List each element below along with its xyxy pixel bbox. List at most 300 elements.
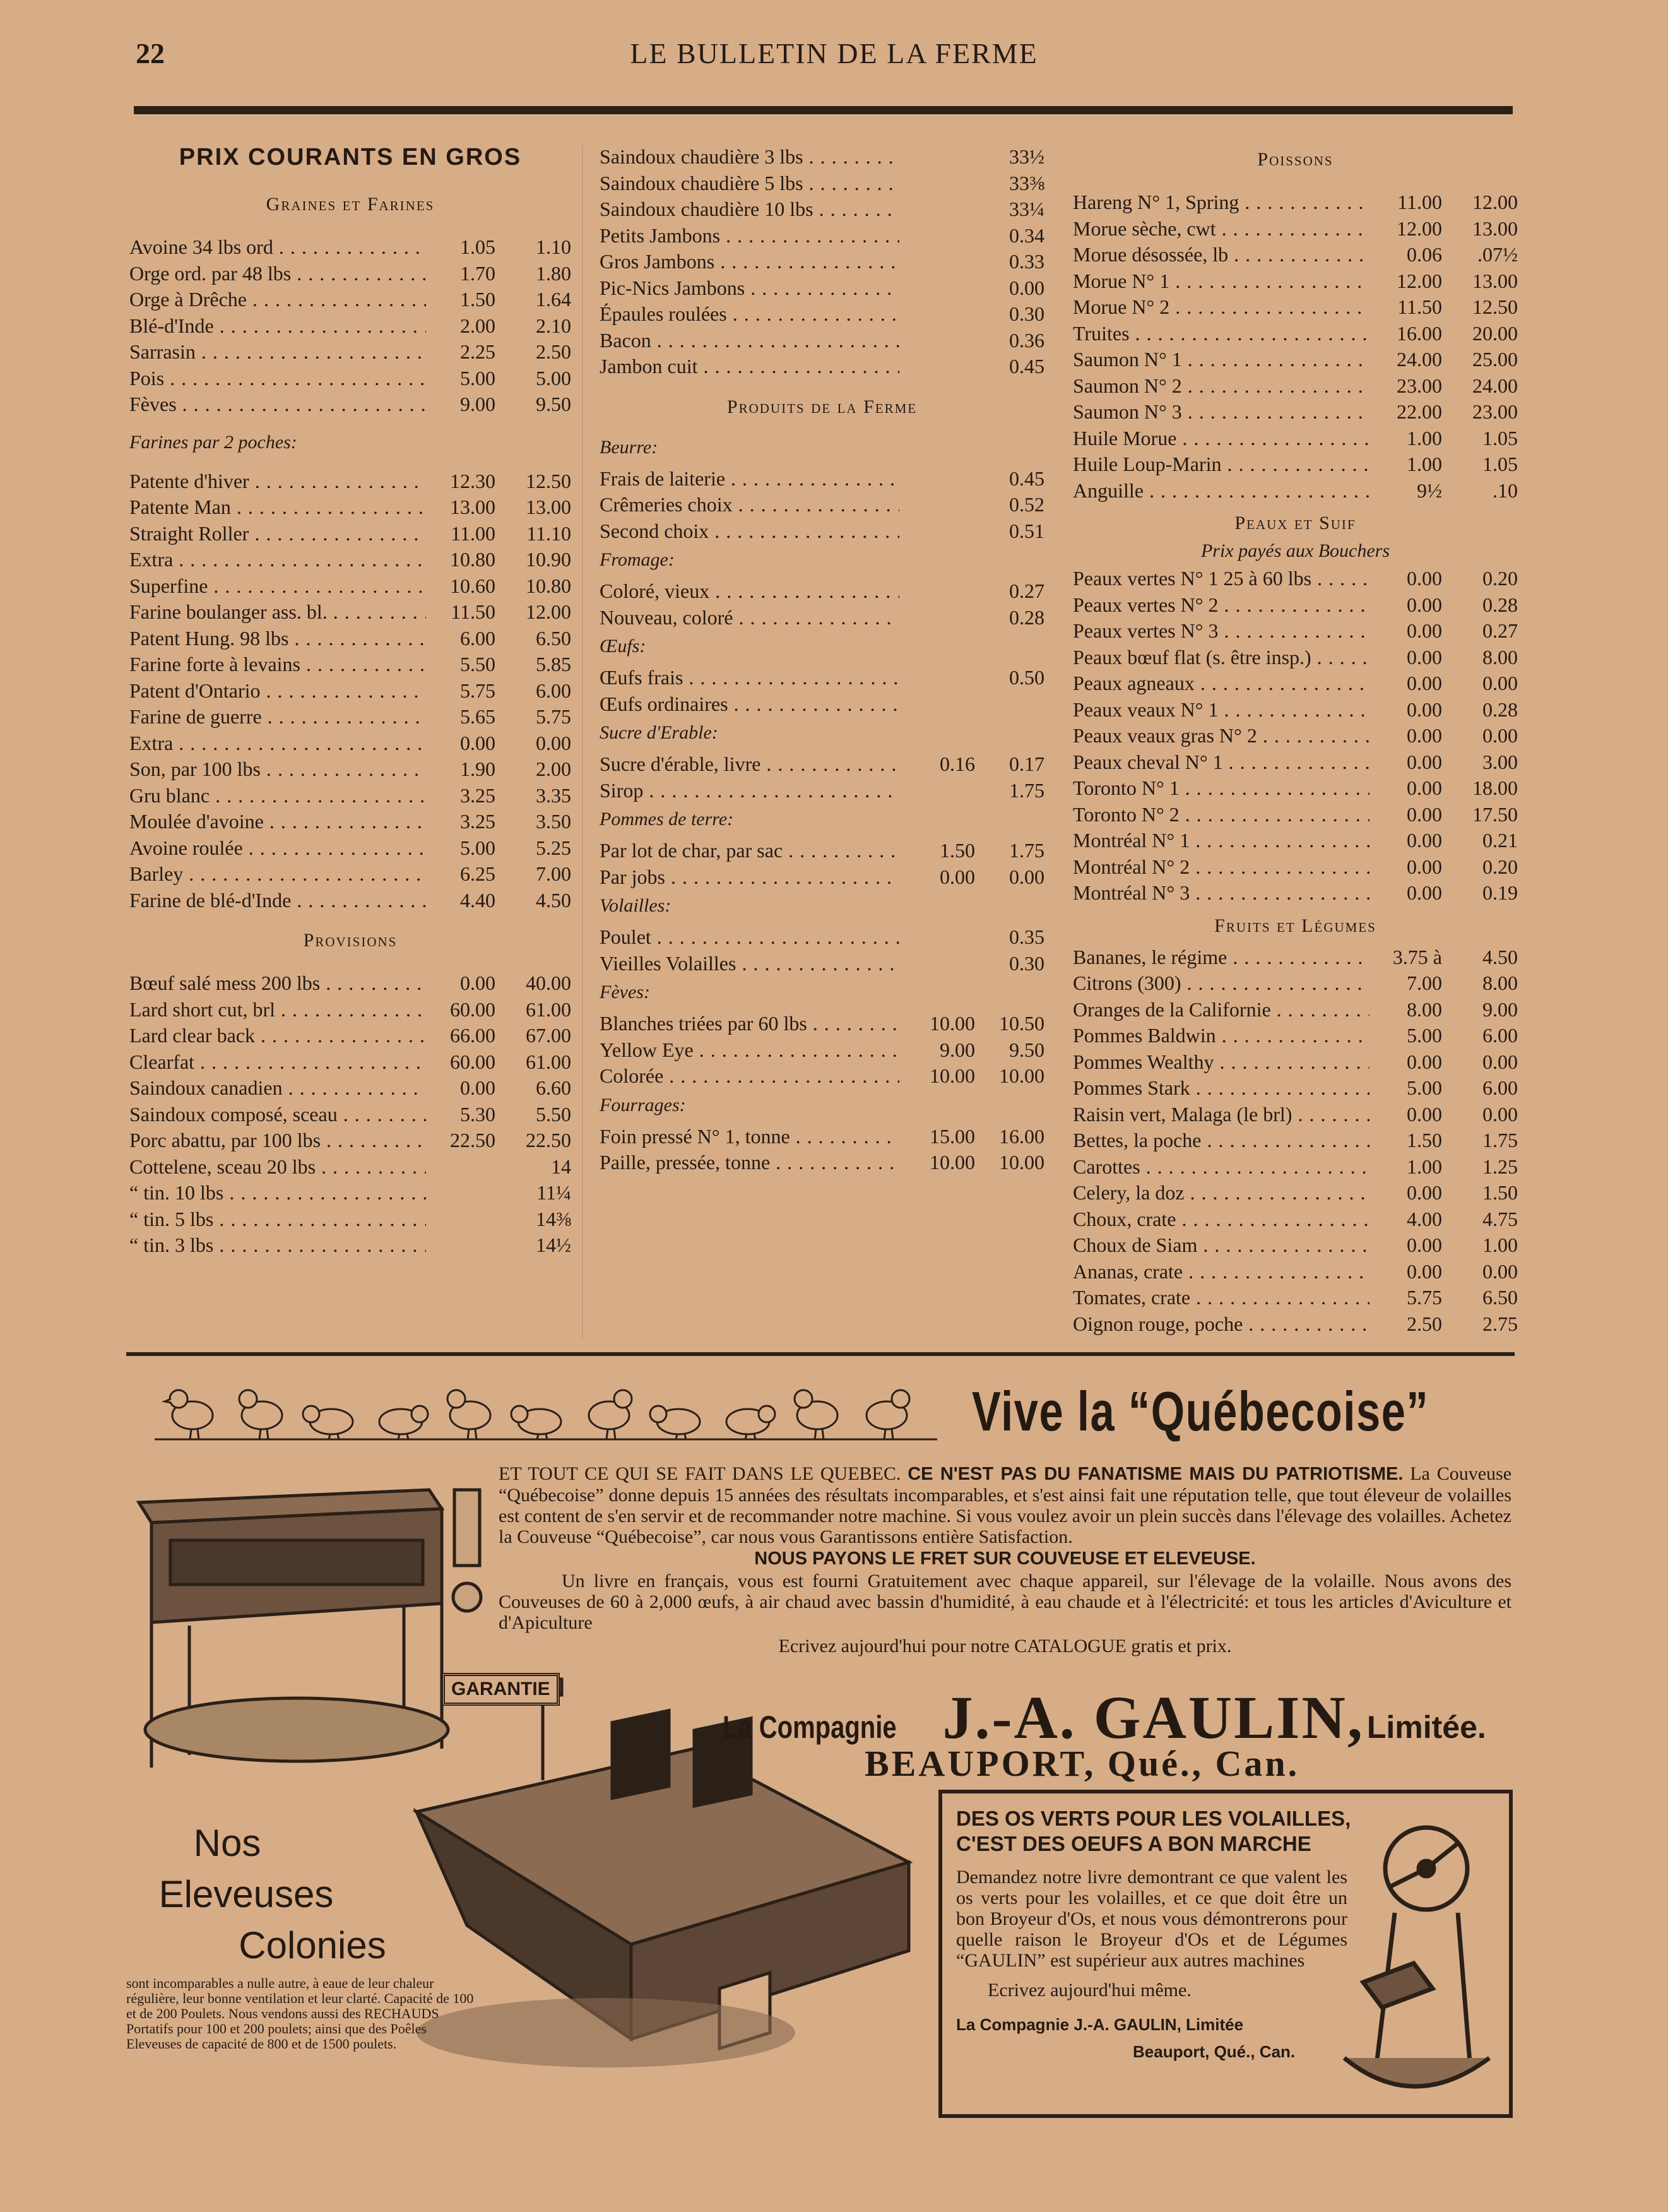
price-low: 2.00: [460, 314, 495, 337]
price-list-provisions: [129, 970, 571, 1259]
price-high: 10.90: [526, 548, 571, 571]
price-row: [129, 756, 571, 783]
price-label: Montréal N° 2 . . .: [1073, 854, 1369, 881]
price-high: 10.80: [526, 574, 571, 597]
price-high: 14: [551, 1155, 571, 1178]
price-high: 12.50: [526, 469, 571, 492]
price-label: Avoine 34 lbs ord . . .: [129, 234, 426, 261]
price-label: Bananes, le régime . . .: [1073, 944, 1369, 971]
price-row: [1073, 697, 1518, 723]
price-high: 61.00: [526, 997, 571, 1021]
price-label: Pommes Stark . . .: [1073, 1075, 1369, 1102]
price-low: 0.16: [940, 752, 975, 775]
price-label: Sarrasin . . .: [129, 339, 426, 366]
group-rows: [600, 924, 1044, 977]
price-high: 0.17: [1009, 752, 1044, 775]
price-low: 2.25: [460, 340, 495, 363]
price-high: 0.00: [536, 731, 571, 754]
price-label: “ tin. 10 lbs . . .: [129, 1180, 426, 1206]
price-high: 0.28: [1009, 605, 1044, 629]
chicks-illustration: [155, 1376, 937, 1446]
price-label: Farine de guerre . . .: [129, 704, 426, 730]
price-row: [1073, 997, 1518, 1023]
price-row: [600, 223, 1044, 249]
price-label: Farine de blé-d'Inde . . .: [129, 888, 426, 914]
price-high: 0.00: [1482, 1050, 1518, 1073]
price-low: [899, 223, 975, 249]
price-row: [129, 339, 571, 366]
price-low: 10.00: [930, 1151, 975, 1174]
price-low: 0.00: [1407, 1102, 1442, 1126]
price-row: [1073, 425, 1518, 452]
price-label: Saindoux chaudière 3 lbs . . .: [600, 144, 899, 170]
price-label: Jambon cuit . . .: [600, 354, 899, 380]
price-list-saindoux: [600, 144, 1044, 380]
price-row: [129, 1127, 571, 1154]
price-row: [1073, 1049, 1518, 1076]
ad-copy: [499, 1463, 1511, 1656]
price-row: [129, 678, 571, 705]
subheading-bouchers: Prix payés aux Bouchers: [1200, 540, 1390, 561]
price-label: Saumon N° 2 . . .: [1073, 373, 1369, 400]
price-row: [129, 1206, 571, 1233]
price-high: 0.51: [1009, 519, 1044, 542]
price-low: [899, 170, 975, 197]
price-low: 1.50: [940, 839, 975, 862]
price-low: [899, 492, 975, 518]
price-low: [899, 249, 975, 275]
price-high: 4.75: [1482, 1207, 1518, 1230]
price-low: 5.00: [460, 366, 495, 389]
price-row: [129, 1023, 571, 1049]
price-label: Carottes . . .: [1073, 1154, 1369, 1180]
price-high: 0.35: [1009, 925, 1044, 948]
price-row: [600, 249, 1044, 275]
price-low: [426, 1180, 495, 1206]
price-label: Patente d'hiver . . .: [129, 468, 426, 495]
price-high: 12.50: [1472, 295, 1518, 318]
price-high: 3.35: [536, 783, 571, 807]
price-high: 5.00: [536, 366, 571, 389]
price-row: [1073, 1285, 1518, 1311]
group-heading: Beurre:: [600, 436, 658, 458]
price-high: 33⅜: [1009, 171, 1044, 194]
price-high: 0.28: [1482, 593, 1518, 616]
price-low: [899, 354, 975, 380]
price-high: 61.00: [526, 1050, 571, 1073]
price-low: 0.00: [1407, 619, 1442, 642]
price-row: [129, 1075, 571, 1102]
price-low: 23.00: [1397, 374, 1442, 397]
group-rows: [600, 1011, 1044, 1090]
price-label: Celery, la doz . . .: [1073, 1180, 1369, 1206]
price-low: 60.00: [450, 997, 495, 1021]
price-low: 13.00: [450, 496, 495, 518]
price-label: Barley . . .: [129, 861, 426, 888]
price-high: 1.25: [1482, 1155, 1518, 1178]
price-row: [1073, 592, 1518, 619]
price-high: 22.50: [526, 1129, 571, 1151]
price-low: 5.65: [460, 705, 495, 728]
price-high: 0.33: [1009, 250, 1044, 273]
price-row: [600, 301, 1044, 328]
price-row: [129, 261, 571, 287]
price-low: 3.25: [460, 810, 495, 833]
price-row: [129, 704, 571, 730]
price-low: 5.00: [1407, 1076, 1442, 1099]
price-low: 7.00: [1407, 972, 1442, 994]
price-high: 2.10: [536, 314, 571, 337]
company-suffix: Limitée.: [1366, 1710, 1486, 1745]
price-label: Poulet . . .: [600, 924, 899, 951]
price-label: Bacon . . .: [600, 328, 899, 354]
price-low: 10.80: [450, 548, 495, 571]
ad-lead: ET TOUT CE QUI SE FAIT DANS LE QUEBEC.: [499, 1463, 901, 1484]
price-row: [129, 599, 571, 626]
price-row: [600, 578, 1044, 605]
price-high: .10: [1493, 479, 1518, 502]
price-low: 0.00: [1407, 1181, 1442, 1204]
os-verts-body: Demandez notre livre demontrant ce que valent les os verts pour les volailles, et ce que doit être un bon Broyeur d'Os, et nous vous démontrerons pour quelle raison le Broyeur d'Os et de Légumes “GAULIN” est supérieur aux autres machines: [956, 1867, 1347, 1971]
price-row: [1073, 645, 1518, 671]
price-label: Fèves . . .: [129, 391, 426, 418]
ad-headline: Vive la “Québecoise”: [972, 1380, 1429, 1442]
price-row: [1073, 478, 1518, 504]
price-row: [129, 861, 571, 888]
price-high: 8.00: [1482, 645, 1518, 669]
price-low: 0.06: [1407, 243, 1442, 266]
price-low: 1.00: [1407, 1155, 1442, 1178]
price-low: 8.00: [1407, 997, 1442, 1021]
price-low: 5.75: [460, 679, 495, 702]
price-high: 1.05: [1482, 453, 1518, 475]
price-row: [1073, 1075, 1518, 1102]
price-low: 0.00: [1407, 802, 1442, 826]
price-label: Foin pressé N° 1, tonne . . .: [600, 1124, 899, 1150]
price-row: [1073, 944, 1518, 971]
header-rule: [134, 106, 1513, 114]
price-label: Peaux veaux N° 1 . . .: [1073, 697, 1369, 723]
price-row: [1073, 880, 1518, 907]
price-label: Son, par 100 lbs . . .: [129, 756, 426, 783]
price-high: 0.20: [1482, 567, 1518, 590]
price-label: Nouveau, coloré . . .: [600, 605, 899, 631]
price-row: [129, 547, 571, 573]
price-high: 3.50: [536, 810, 571, 833]
price-label: Toronto N° 1 . . .: [1073, 775, 1369, 802]
price-row: [1073, 1102, 1518, 1128]
price-label: Peaux vertes N° 1 25 à 60 lbs . . .: [1073, 566, 1369, 592]
price-high: 6.60: [536, 1076, 571, 1099]
price-row: [129, 234, 571, 261]
price-label: Yellow Eye . . .: [600, 1037, 899, 1064]
price-low: 1.70: [460, 261, 495, 285]
os-verts-ecrivez: Ecrivez aujourd'hui même.: [988, 1980, 1192, 2001]
price-row: [600, 864, 1044, 891]
company-prefix: La Compagnie: [723, 1710, 897, 1745]
price-row: [129, 1102, 571, 1128]
price-row: [1073, 970, 1518, 997]
price-label: Second choix . . .: [600, 518, 899, 545]
price-row: [1073, 1180, 1518, 1206]
price-label: Porc abattu, par 100 lbs . . .: [129, 1127, 426, 1154]
price-high: 4.50: [536, 888, 571, 912]
price-label: Paille, pressée, tonne . . .: [600, 1150, 899, 1176]
price-low: 0.00: [1407, 881, 1442, 904]
price-row: [1073, 451, 1518, 478]
price-row: [1073, 216, 1518, 242]
price-low: 0.00: [460, 731, 495, 754]
price-high: 5.25: [536, 836, 571, 859]
price-high: 12.00: [526, 600, 571, 623]
price-label: Gros Jambons . . .: [600, 249, 899, 275]
group-rows: [600, 466, 1044, 545]
page-number: 22: [136, 37, 165, 69]
price-high: 7.00: [536, 862, 571, 885]
price-label: Superfine . . .: [129, 573, 426, 600]
price-high: 1.00: [1482, 1234, 1518, 1256]
price-label: Pommes Baldwin . . .: [1073, 1023, 1369, 1049]
price-high: 10.00: [999, 1151, 1044, 1174]
price-high: 0.45: [1009, 355, 1044, 378]
journal-title: LE BULLETIN DE LA FERME: [630, 37, 1038, 69]
price-list-poissons: [1073, 189, 1518, 504]
price-low: 6.00: [460, 626, 495, 650]
price-high: 0.00: [1482, 1102, 1518, 1126]
ad-fret: NOUS PAYONS LE FRET SUR COUVEUSE ET ELEVEUSE.: [754, 1549, 1256, 1569]
price-label: Extra . . .: [129, 730, 426, 757]
company-name: J.-A. GAULIN,: [942, 1684, 1364, 1751]
price-high: 2.75: [1482, 1312, 1518, 1335]
price-label: Patent d'Ontario . . .: [129, 678, 426, 705]
price-high: 0.00: [1009, 276, 1044, 299]
price-high: 1.05: [1482, 426, 1518, 449]
price-low: 16.00: [1397, 321, 1442, 345]
price-row: [1073, 723, 1518, 749]
price-label: Pommes Wealthy . . .: [1073, 1049, 1369, 1076]
price-high: 13.00: [1472, 217, 1518, 240]
price-low: [899, 301, 975, 328]
prices-title: PRIX COURANTS EN GROS: [179, 144, 522, 170]
price-label: Extra . . .: [129, 547, 426, 573]
price-label: Peaux veaux gras N° 2 . . .: [1073, 723, 1369, 749]
price-low: [426, 1154, 495, 1180]
price-high: 0.00: [1009, 865, 1044, 888]
price-label: Citrons (300) . . .: [1073, 970, 1369, 997]
price-high: 67.00: [526, 1024, 571, 1047]
price-label: Toronto N° 2 . . .: [1073, 802, 1369, 828]
price-label: Tomates, crate . . .: [1073, 1285, 1369, 1311]
price-label: Raisin vert, Malaga (le brl) . . .: [1073, 1102, 1369, 1128]
price-low: 4.00: [1407, 1207, 1442, 1230]
price-label: Lard short cut, brl . . .: [129, 997, 426, 1023]
price-row: [129, 573, 571, 600]
price-high: 0.00: [1482, 724, 1518, 747]
price-label: Vieilles Volailles . . .: [600, 951, 899, 977]
price-low: 12.30: [450, 469, 495, 492]
price-row: [600, 1124, 1044, 1150]
group-rows: [600, 838, 1044, 890]
price-low: 24.00: [1397, 348, 1442, 371]
price-row: [600, 1011, 1044, 1037]
section-heading-farines: Farines par 2 poches:: [129, 431, 297, 453]
price-high: 14½: [536, 1234, 571, 1256]
price-high: 6.50: [536, 626, 571, 650]
price-label: Blanches triées par 60 lbs . . .: [600, 1011, 899, 1037]
ad-paragraph-1: La Couveuse “Québecoise” donne depuis 15 années des résultats incomparables, et s'est ainsi fait une réputation telle, que tout éleveur de volailles est content de s'en servir et de recommander notre machine. Si vous voulez avoir un plein succès dans l'élevage des volailles. Achetez la Couveuse “Québecoise”, car nous vous Garantissons entière Satisfaction.: [499, 1463, 1512, 1547]
price-low: 0.00: [940, 865, 975, 888]
price-high: 1.75: [1009, 839, 1044, 862]
price-label: Orge à Drêche . . .: [129, 287, 426, 313]
group-rows: [600, 751, 1044, 804]
price-low: 11.50: [1397, 295, 1442, 318]
price-low: [899, 951, 975, 977]
price-label: Crêmeries choix . . .: [600, 492, 899, 518]
price-low: [899, 665, 975, 691]
price-row: [600, 778, 1044, 804]
company-address: BEAUPORT, Qué., Can.: [865, 1743, 1300, 1784]
price-low: [899, 605, 975, 631]
price-label: Cottelene, sceau 20 lbs . . .: [129, 1154, 426, 1180]
price-label: Frais de laiterie . . .: [600, 466, 899, 492]
price-row: [1073, 1311, 1518, 1338]
price-label: Patente Man . . .: [129, 494, 426, 521]
section-heading-peaux: Peaux et Suif: [1234, 513, 1356, 533]
price-row: [600, 518, 1044, 545]
price-label: Par lot de char, par sac . . .: [600, 838, 899, 864]
price-high: 0.21: [1482, 829, 1518, 852]
price-row: [1073, 321, 1518, 347]
price-list-peaux: [1073, 566, 1518, 907]
price-label: Hareng N° 1, Spring . . .: [1073, 189, 1369, 216]
price-row: [129, 1180, 571, 1206]
price-label: Saindoux chaudière 10 lbs . . .: [600, 196, 899, 223]
price-row: [1073, 618, 1518, 645]
price-low: 11.50: [451, 600, 495, 623]
price-low: [899, 778, 975, 804]
price-label: Lard clear back . . .: [129, 1023, 426, 1049]
os-verts-company: La Compagnie J.-A. GAULIN, Limitée: [956, 2015, 1244, 2034]
price-low: 1.00: [1407, 426, 1442, 449]
price-row: [129, 730, 571, 757]
price-high: 1.50: [1482, 1181, 1518, 1204]
price-row: [129, 809, 571, 835]
price-low: [899, 275, 975, 302]
price-row: [129, 366, 571, 392]
price-high: 14⅜: [536, 1207, 571, 1230]
price-row: [600, 951, 1044, 977]
price-row: [1073, 1206, 1518, 1233]
price-high: 11¼: [536, 1181, 571, 1204]
price-low: 4.40: [460, 888, 495, 912]
price-low: 5.50: [460, 653, 495, 675]
group-rows: [600, 578, 1044, 631]
price-high: 10.50: [999, 1012, 1044, 1035]
price-high: 10.00: [999, 1064, 1044, 1087]
price-high: 1.80: [536, 261, 571, 285]
price-label: Peaux agneaux . . .: [1073, 670, 1369, 697]
price-low: 3.25: [460, 783, 495, 807]
price-row: [1073, 854, 1518, 881]
price-label: Sirop . . .: [600, 778, 899, 804]
price-groups-produits: [600, 437, 1044, 1176]
price-high: 5.50: [536, 1102, 571, 1126]
price-low: 0.00: [1407, 567, 1442, 590]
price-high: 5.85: [536, 653, 571, 675]
price-row: [1073, 1259, 1518, 1285]
price-low: 0.00: [1407, 776, 1442, 799]
price-label: Peaux cheval N° 1 . . .: [1073, 749, 1369, 776]
price-label: Orge ord. par 48 lbs . . .: [129, 261, 426, 287]
price-row: [129, 521, 571, 547]
price-high: 1.75: [1482, 1129, 1518, 1151]
price-label: Œufs frais . . .: [600, 665, 899, 691]
price-row: [600, 1150, 1044, 1176]
price-low: 0.00: [1407, 593, 1442, 616]
price-row: [1073, 802, 1518, 828]
price-high: 0.00: [1482, 1259, 1518, 1283]
eleveuses-word-colonies: Colonies: [239, 1924, 386, 1966]
section-heading-poissons: Poissons: [1257, 149, 1334, 170]
price-label: Oignon rouge, poche . . .: [1073, 1311, 1369, 1338]
price-label: Choux, crate . . .: [1073, 1206, 1369, 1233]
price-high: 1.75: [1009, 778, 1044, 802]
section-heading-graines: Graines et Farines: [266, 194, 435, 215]
price-high: 9.00: [1482, 997, 1518, 1021]
price-label: Saindoux composé, sceau . . .: [129, 1102, 426, 1128]
price-low: 0.00: [1407, 698, 1442, 721]
price-label: Farine forte à levains . . .: [129, 651, 426, 678]
price-row: [1073, 347, 1518, 373]
price-low: 12.00: [1397, 217, 1442, 240]
price-label: Oranges de la Californie . . .: [1073, 997, 1369, 1023]
price-row: [600, 354, 1044, 380]
column-divider: [582, 145, 583, 1338]
price-low: 6.25: [460, 862, 495, 885]
price-label: Saindoux canadien . . .: [129, 1075, 426, 1102]
price-low: 22.00: [1397, 400, 1442, 423]
price-label: Huile Loup-Marin . . .: [1073, 451, 1369, 478]
price-high: 20.00: [1472, 321, 1518, 345]
price-label: Saumon N° 1 . . .: [1073, 347, 1369, 373]
price-row: [1073, 749, 1518, 776]
price-row: [1073, 828, 1518, 854]
price-row: [129, 835, 571, 862]
price-high: 11.10: [526, 521, 571, 545]
price-low: [426, 1232, 495, 1259]
price-row: [129, 1232, 571, 1259]
section-heading-fruits: Fruits et Légumes: [1214, 915, 1376, 936]
price-label: Pois . . .: [129, 366, 426, 392]
eleveuses-word-nos: Nos: [193, 1822, 261, 1864]
price-low: 10.00: [930, 1064, 975, 1087]
price-row: [600, 605, 1044, 631]
price-low: 11.00: [1397, 191, 1442, 213]
price-low: 12.00: [1397, 269, 1442, 292]
price-row: [600, 275, 1044, 302]
price-high: 0.30: [1009, 302, 1044, 325]
price-column-3: [1073, 144, 1518, 1337]
price-row: [1073, 566, 1518, 592]
price-low: 0.00: [1407, 1234, 1442, 1256]
price-low: [899, 691, 975, 718]
price-row: [129, 494, 571, 521]
ad-patriotisme: CE N'EST PAS DU FANATISME MAIS DU PATRIOTISME.: [908, 1464, 1404, 1484]
price-high: 33¼: [1009, 198, 1044, 220]
price-label: Choux de Siam . . .: [1073, 1232, 1369, 1259]
price-row: [1073, 670, 1518, 697]
price-high: 0.27: [1482, 619, 1518, 642]
